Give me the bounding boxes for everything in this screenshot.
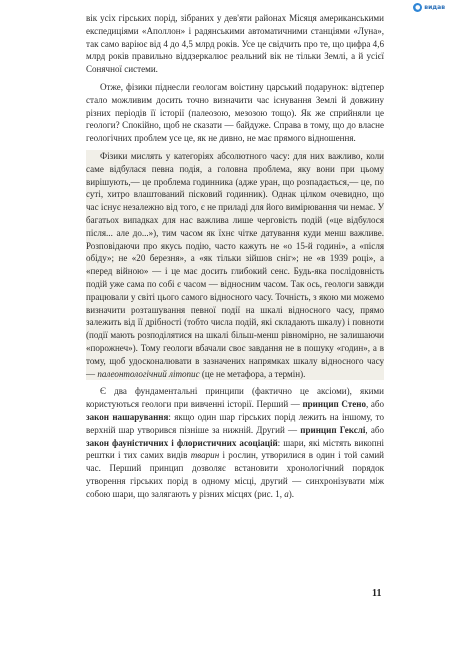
bold-term: принцип Гекслі xyxy=(300,424,366,435)
text-run: вік усіх гірських порід, зібраних у дев'яти районах Місяця американськими експедиціями «Аполлон» і радянськими автоматичними станціями «Луна», так само варіює від 4 до 4,5 млрд років. Усе це свідчить про те, що цифра 4,6 млрд років правильно віддзеркалює реальний вік не тільки Землі, а й усієї Сонячної системи. xyxy=(86,13,384,75)
italic-term: палеонтологічний літопис xyxy=(97,368,200,379)
globe-icon: ● xyxy=(415,4,421,11)
text-run: Отже, фізики піднесли геологам воістину царський подарунок: відтепер стало можливим досить точно визначити час існування Землі й довжину різних періодів її історії (палеозою, мезозою тощо). Як же сприйняли це геологи? Спокійно, щоб не сказати — байдуже. Справа в тому, що до власне геологічних проблем усе це, як не дивно, не має прямого відношення. xyxy=(86,81,384,144)
text-run: (це не метафора, а термін). xyxy=(199,368,306,379)
page-body xyxy=(86,12,384,500)
badge-text: видав xyxy=(424,4,445,11)
bold-term: закон нашарування xyxy=(86,411,169,422)
text-run: Фізики мислять у категоріях абсолютного часу: для них важливо, коли саме відбулася певна подія, а головна проблема, яку вони при цьому вирішують,— це проблема годинника (адже уран, що розпадається,— це, по суті, хитро влаштований пісковий годинник). Однак цілком очевидно, що час існує незалежно від того, є не приладі для його вимірювання чи немає. У багатьох випадках для нас важлива лише черговість подій («це відбулося після... але до...»), тим часом як їхнє чітке датування куди менш важливе. Розповідаючи про якусь подію, часто кажуть не «о 15-й годині», а «після обіду»; не «20 березня», а «як тільки зійшов сніг»; не «в 1939 році», а «перед війною» — і це має досить глибокий сенс. Будь-яка послідовність подій уже сама по собі є часом — відносним часом. Так ось, геологи завжди працювали у світі цього самого відносного часу. Точність, з якою ми можемо визначити розташування певної події на шкалі відносного часу, прямо залежить від її дрібності (тобто числа подій, які складають шкалу) і повноти (події мають розподілятися на шкалі більш-менш рівномірно, не залишаючи «порожнеч»). Тому геологи вбачали своє завдання не в пошуку «годин», а в тому, щоб удосконалювати в зазначених напрямках шкалу відносного часу — xyxy=(86,150,384,379)
paragraph xyxy=(86,385,384,500)
paragraph xyxy=(86,150,384,380)
publisher-badge xyxy=(413,3,445,12)
text-run: ). xyxy=(288,488,295,499)
text-run: , або xyxy=(365,424,384,435)
italic-term: а xyxy=(284,488,289,499)
text-run: : шари, які містять викопні рештки і тих самих видів xyxy=(86,437,384,461)
page-number: 11 xyxy=(372,588,382,599)
italic-term: тварин xyxy=(190,450,220,461)
paragraph xyxy=(86,12,384,76)
text-run: , або xyxy=(365,399,384,410)
bold-term: закон фауністичних і флористичних асоціацій xyxy=(86,437,278,448)
text-run: Є два фундаментальні принципи (фактично це аксіоми), якими користуються геологи при вивченні історії. Перший — xyxy=(86,386,384,410)
bold-term: принцип Стено xyxy=(302,399,366,410)
text-run: і рослин, утворилися в один і той самий час. Перший принцип дозволяє встановити хронологічний порядок утворення гірських порід в одному місці, другий — синхронізувати між собою шари, що залягають у різних місцях (рис. 1, xyxy=(86,450,384,499)
text-run: : якщо один шар гірських порід лежить на іншому, то верхній шар утворився пізніше за нижній. Другий — xyxy=(86,411,384,435)
paragraph xyxy=(86,81,384,145)
